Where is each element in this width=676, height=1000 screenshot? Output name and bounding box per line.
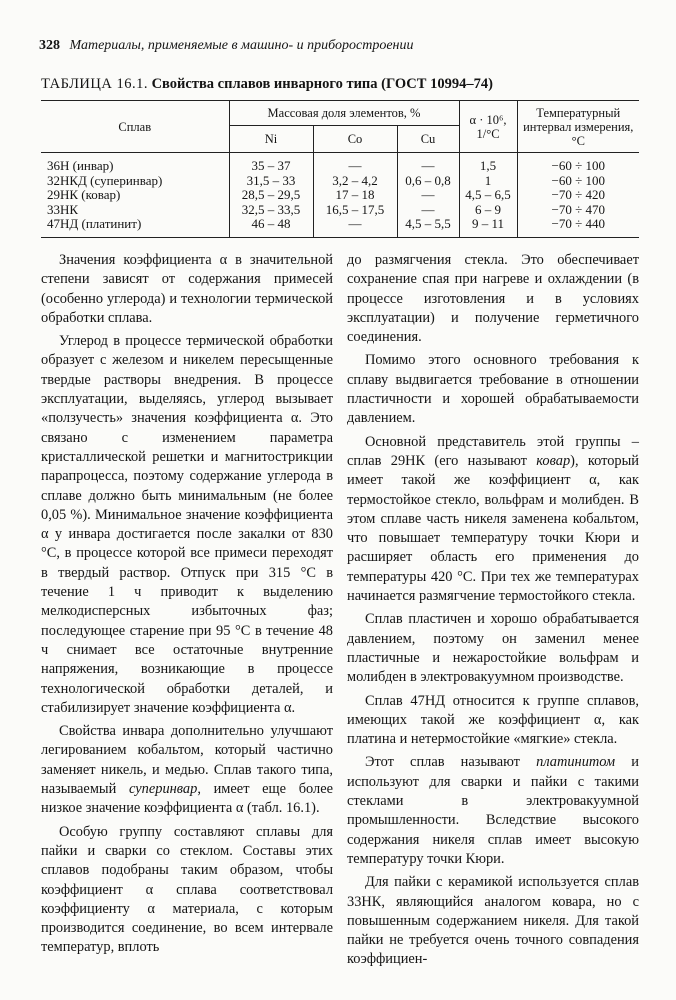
table-row xyxy=(41,217,639,237)
paragraph xyxy=(347,753,639,869)
temp-cell: −60 ÷ 100 xyxy=(517,153,639,174)
alloy-name: 33НК xyxy=(47,201,79,217)
text-run: Свойства инвара дополнительно улучшают легированием кобальтом, который частично заменяет никель, и медью. Сплав такого типа, называемый xyxy=(41,723,333,798)
co-cell: — xyxy=(313,217,397,237)
alloy-name: 29НК (ковар) xyxy=(47,187,121,203)
ni-cell: 35 – 37 xyxy=(229,153,313,174)
alloy-name: 36Н (инвар) xyxy=(47,158,114,173)
ni-cell: 32,5 – 33,5 xyxy=(229,203,313,218)
left-column xyxy=(41,251,333,962)
alpha-cell: 1 xyxy=(459,174,517,189)
text-run: , имеет еще более низкое значение коэффициента α (табл. 16.1). xyxy=(41,781,333,817)
paragraph: Сплав 47НД относится к группе сплавов, имеющих такой же коэффициент α, как платина и нетермостойкие «мягкие» стекла. xyxy=(347,692,639,748)
running-header xyxy=(39,38,414,54)
ni-cell: 46 – 48 xyxy=(229,217,313,237)
header-alpha-line2: 1/°C xyxy=(476,126,500,141)
temp-cell: −70 ÷ 420 xyxy=(517,188,639,203)
temp-cell: −70 ÷ 440 xyxy=(517,217,639,237)
table-label: ТАБЛИЦА 16.1. xyxy=(41,76,148,92)
table-row xyxy=(41,153,639,174)
co-cell: 16,5 – 17,5 xyxy=(313,203,397,218)
emphasis-term: суперинвар xyxy=(129,781,198,798)
paragraph: до размягчения стекла. Это обеспечивает сохранение спая при нагреве и охлаждении (в процессе изготовления и в условиях эксплуатации) и получение герметичного соединения. xyxy=(347,252,639,346)
paragraph: Сплав пластичен и хорошо обрабатывается давлением, поэтому он заменил менее пластичные и нежаростойкие вольфрам и молибден в электровакуумном производстве. xyxy=(347,611,639,686)
emphasis-term: ковар xyxy=(536,452,571,469)
paragraph: Особую группу составляют сплавы для пайки и сварки со стеклом. Составы этих сплавов подобраны таким образом, чтобы коэффициент α сплава соответствовал коэффициенту α материала, с которым производится соединение, во всем интервале температур, вплоть xyxy=(41,823,333,956)
table-title: Свойства сплавов инварного типа (ГОСТ 10994–74) xyxy=(151,76,493,92)
cu-cell: — xyxy=(397,188,459,203)
emphasis-term: платинитом xyxy=(536,754,616,771)
paragraph: Значения коэффициента α в значительной степени зависят от содержания примесей (особенно углерода) и технологии термической обработки сплава. xyxy=(41,252,333,326)
table-caption xyxy=(41,76,493,93)
co-cell: 17 – 18 xyxy=(313,188,397,203)
paragraph: Помимо этого основного требования к сплаву выдвигается требование в отношении пластичности и хорошей обрабатываемости давлением. xyxy=(347,352,639,427)
table-row xyxy=(41,188,639,203)
alpha-cell: 1,5 xyxy=(459,153,517,174)
text-run: Этот сплав называют xyxy=(365,754,520,771)
header-alpha-line1: α · 10⁶, xyxy=(469,112,507,127)
header-alpha xyxy=(459,101,517,153)
alloy-properties-table xyxy=(41,100,639,238)
text-run: ), который имеет такой же коэффициент α, как термостойкое стекло, вольфрам и молибден. В этом сплаве часть никеля заменена кобальтом, что повышает температуру точки Кюри и расширяет область его применения до температуры 420 °C. При тех же температурах начинается размягчение термостойкого стекла. xyxy=(347,452,639,605)
running-title: Материалы, применяемые в машино- и приборостроении xyxy=(69,38,414,53)
header-mass-fraction: Массовая доля элементов, % xyxy=(229,101,459,126)
header-alloy: Сплав xyxy=(41,101,229,153)
alpha-cell: 9 – 11 xyxy=(459,217,517,237)
alloy-name: 47НД (платинит) xyxy=(47,216,142,232)
alloy-name: 32НКД (суперинвар) xyxy=(47,172,163,188)
co-cell: 3,2 – 4,2 xyxy=(313,174,397,189)
paragraph: Для пайки с керамикой используется сплав 33НК, являющийся аналогом ковара, но с повышенным содержанием никеля. Для такой пайки не требуется очень точного совпадения коэффициен- xyxy=(347,874,639,968)
paragraph xyxy=(347,433,639,607)
text-run: и используют для сварки и пайки с такими стеклами в электровакуумной промышленности. Вследствие высокого содержания никеля сплав имеет высокую температуру точки Кюри. xyxy=(347,754,639,867)
ni-cell: 31,5 – 33 xyxy=(229,174,313,189)
paragraph xyxy=(41,722,333,818)
right-column xyxy=(347,251,639,974)
header-ni: Ni xyxy=(229,126,313,153)
text-run: Основной представитель этой группы – сплав 29НК (его называют xyxy=(347,433,639,469)
table-row xyxy=(41,174,639,189)
temp-cell: −70 ÷ 470 xyxy=(517,203,639,218)
table-row xyxy=(41,203,639,218)
cu-cell: — xyxy=(397,203,459,218)
cu-cell: 4,5 – 5,5 xyxy=(397,217,459,237)
temp-cell: −60 ÷ 100 xyxy=(517,174,639,189)
page-number: 328 xyxy=(39,38,60,53)
header-cu: Cu xyxy=(397,126,459,153)
paragraph: Углерод в процессе термической обработки образует с железом и никелем пересыщенные твердые растворы внедрения. В процессе эксплуатации, выделяясь, углерод вызывает «ползучесть» значения коэффициента α. Это связано с изменением параметра кристаллической решетки и магнитострикции парапроцесса, поэтому содержание углерода в сплаве должно быть минимальным (не более 0,05 %). Минимальное значение коэффициента α у инвара достигается после закалки от 830 °C, в процессе которой все примеси переходят в твердый раствор. Отпуск при 315 °C в течение 1 ч приводит к выделению мелкодисперсных избыточных фаз; последующее старение при 95 °C в течение 48 ч снимает все остаточные внутренние напряжения, возникающие в процессе технологической обработки деталей, и стабилизирует значение коэффициента α. xyxy=(41,333,333,716)
cu-cell: 0,6 – 0,8 xyxy=(397,174,459,189)
alpha-cell: 4,5 – 6,5 xyxy=(459,188,517,203)
cu-cell: — xyxy=(397,153,459,174)
header-temp-range: Температурный интервал измерения, °C xyxy=(517,101,639,153)
ni-cell: 28,5 – 29,5 xyxy=(229,188,313,203)
header-co: Co xyxy=(313,126,397,153)
alpha-cell: 6 – 9 xyxy=(459,203,517,218)
co-cell: — xyxy=(313,153,397,174)
